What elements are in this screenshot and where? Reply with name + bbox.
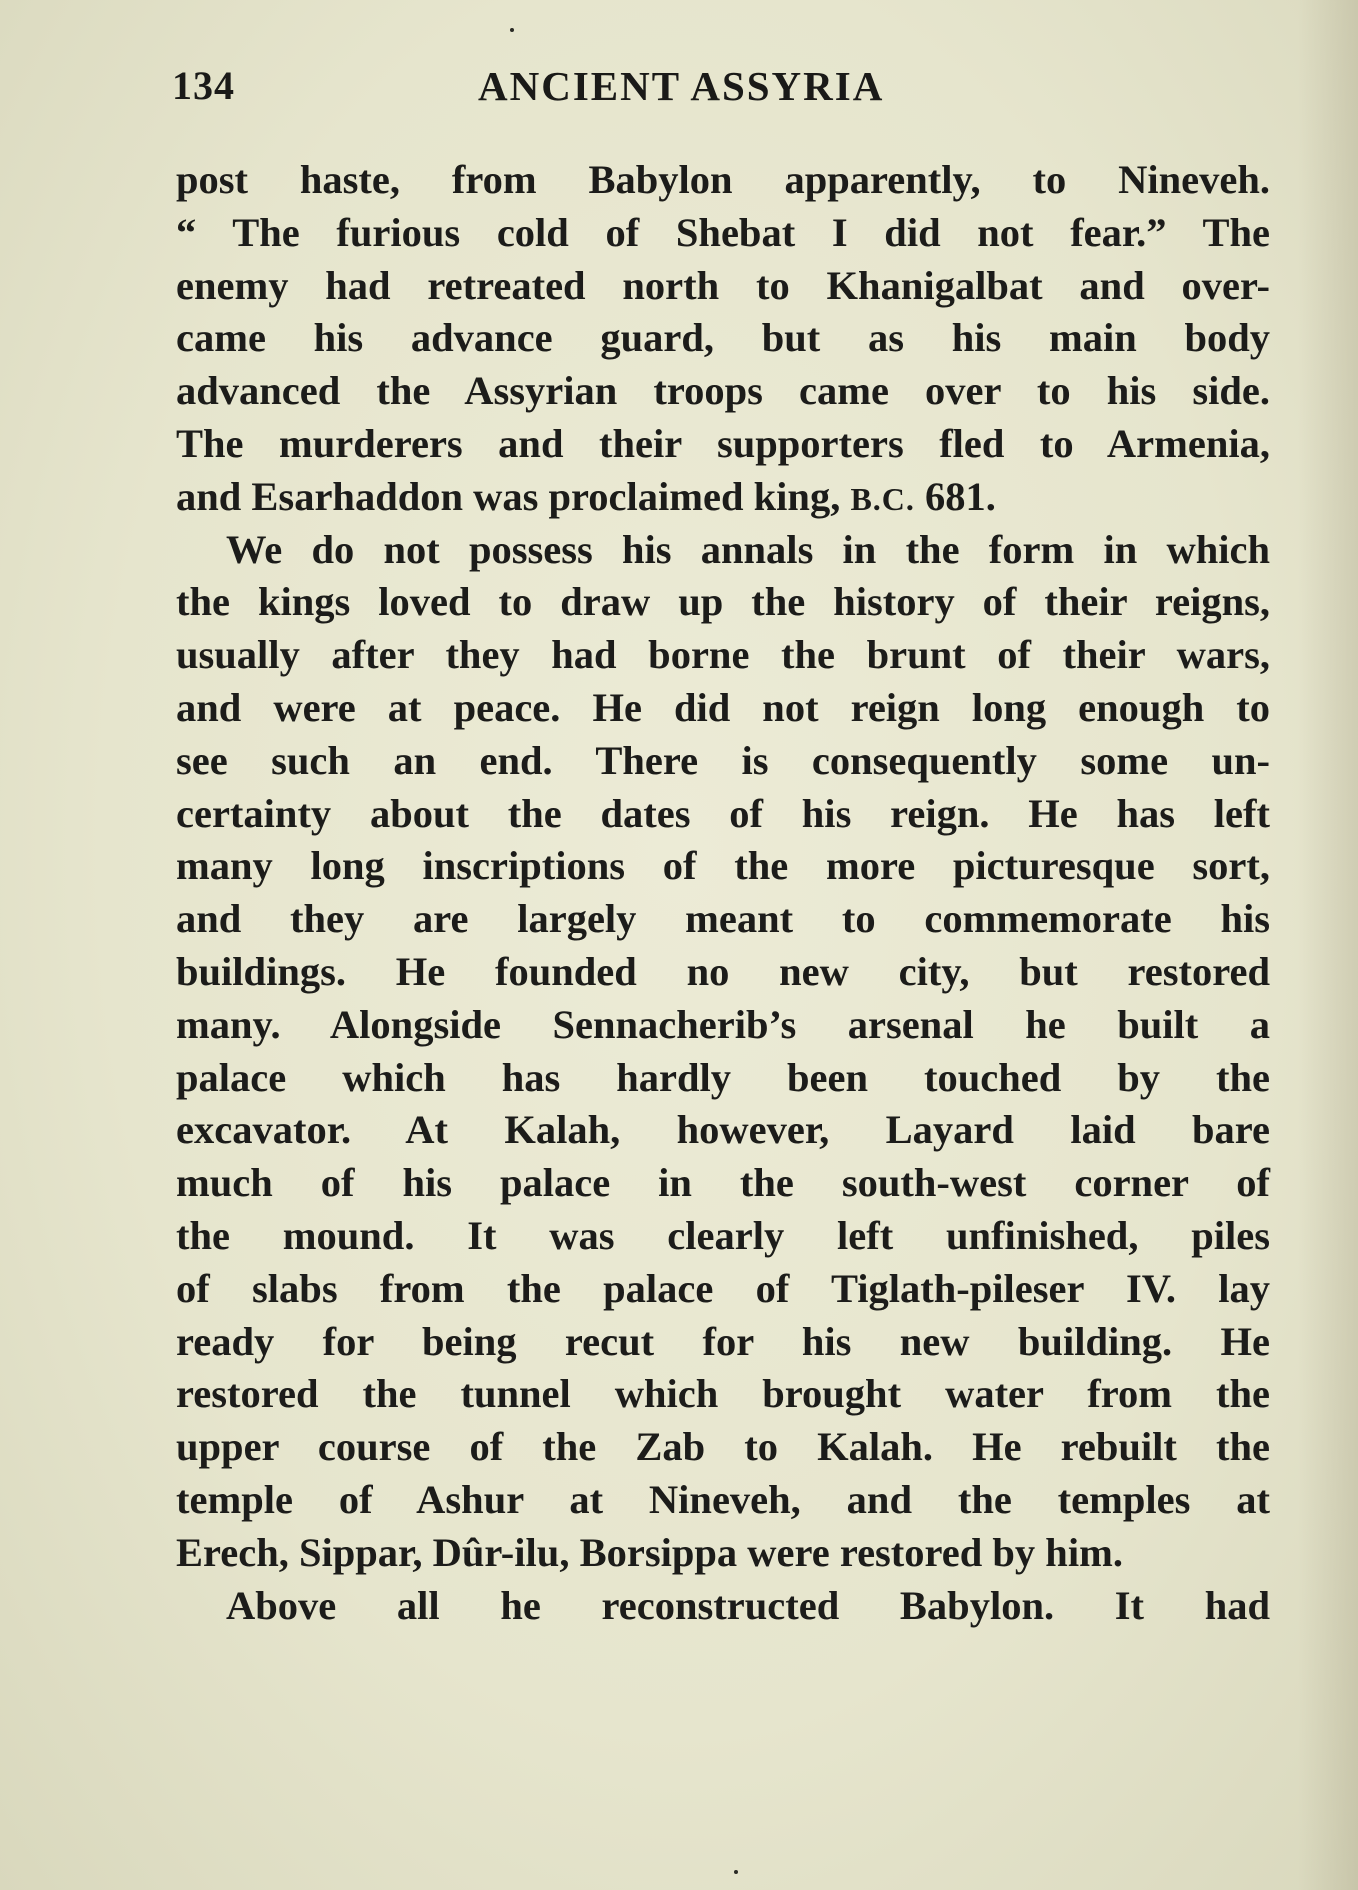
text-line: much of his palace in the south-west corner of — [176, 1160, 1270, 1206]
text-line: Above all he reconstructed Babylon. It had — [226, 1582, 1270, 1628]
paragraph-3 — [176, 1580, 1270, 1633]
text-line: enemy had retreated north to Khanigalbat and over- — [176, 262, 1270, 308]
text-line: see such an end. There is consequently some un- — [176, 737, 1270, 783]
text-line: buildings. He founded no new city, but restored — [176, 948, 1270, 994]
text-line: usually after they had borne the brunt of their wars, — [176, 632, 1270, 678]
text-line: upper course of the Zab to Kalah. He rebuilt the — [176, 1424, 1270, 1470]
body-text — [176, 154, 1270, 1632]
text-line: excavator. At Kalah, however, Layard laid bare — [176, 1107, 1270, 1153]
page-number: 134 — [172, 63, 235, 108]
text-line: temple of Ashur at Nineveh, and the temples at — [176, 1476, 1270, 1522]
era-abbreviation: B.C. — [850, 480, 915, 517]
page-edge-shadow — [1298, 0, 1358, 1890]
text-line: palace which has hardly been touched by the — [176, 1054, 1270, 1100]
text-line: restored the tunnel which brought water from the — [176, 1371, 1270, 1417]
text-line: of slabs from the palace of Tiglath-pileser IV. lay — [176, 1265, 1270, 1311]
paragraph-1 — [176, 154, 1270, 524]
print-speck — [510, 28, 514, 32]
text-line: many. Alongside Sennacherib’s arsenal he built a — [176, 1001, 1270, 1047]
text-line: and Esarhaddon was proclaimed king, B.C. 681. — [176, 473, 996, 519]
page-header — [172, 62, 1272, 122]
paragraph-2 — [176, 524, 1270, 1580]
text-line: and were at peace. He did not reign long enough to — [176, 684, 1270, 730]
text-line: The murderers and their supporters fled to Armenia, — [176, 420, 1270, 466]
text-line: and they are largely meant to commemorate his — [176, 896, 1270, 942]
text-line: post haste, from Babylon apparently, to Nineveh. — [176, 157, 1270, 202]
text-line: advanced the Assyrian troops came over to his side. — [176, 368, 1270, 414]
text-line: Erech, Sippar, Dûr-ilu, Borsippa were restored by him. — [176, 1529, 1123, 1575]
running-title: ANCIENT ASSYRIA — [478, 63, 885, 109]
text-line: “ The furious cold of Shebat I did not fear.” The — [176, 209, 1270, 255]
text-line: ready for being recut for his new building. He — [176, 1318, 1270, 1364]
text-line: the mound. It was clearly left unfinished, piles — [176, 1212, 1270, 1258]
text-line: We do not possess his annals in the form in which — [226, 526, 1270, 572]
text-line: many long inscriptions of the more picturesque sort, — [176, 843, 1270, 889]
text-line: certainty about the dates of his reign. He has left — [176, 790, 1270, 836]
text-line: the kings loved to draw up the history of their reigns, — [176, 579, 1270, 625]
text-line: came his advance guard, but as his main body — [176, 315, 1270, 361]
print-speck — [734, 1870, 738, 1874]
